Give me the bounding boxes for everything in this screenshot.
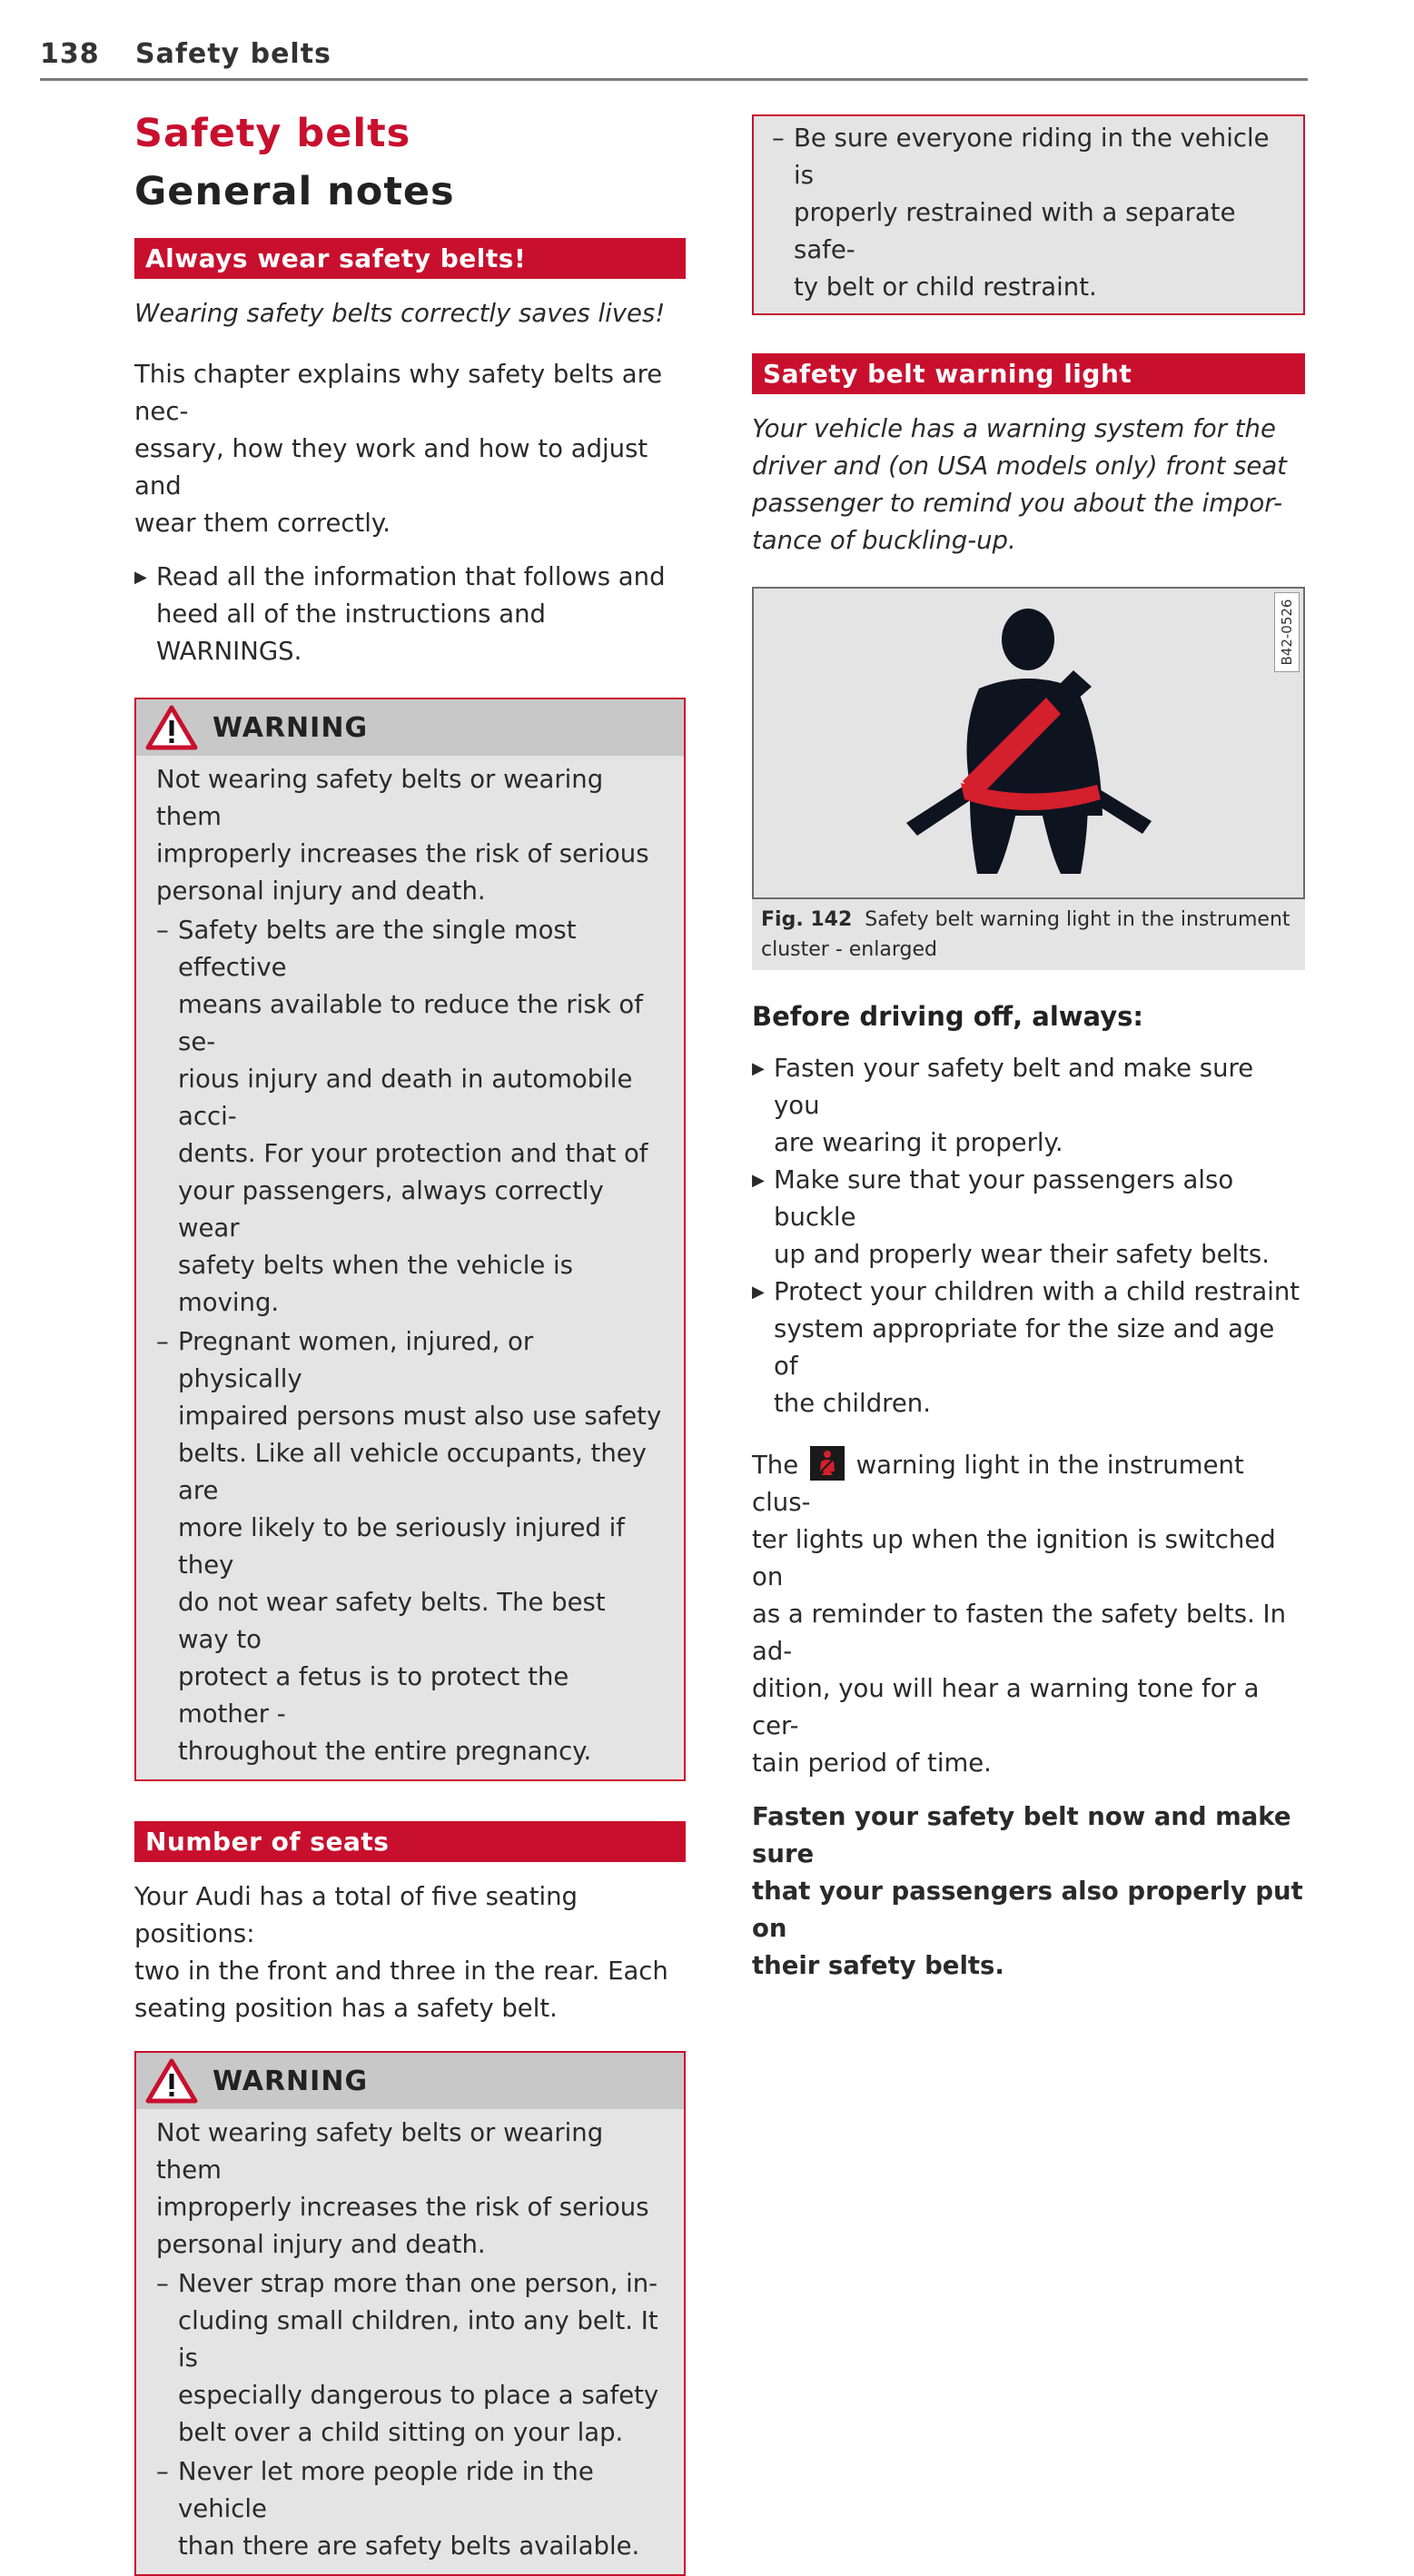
paragraph-line: wear them correctly. [134,509,391,538]
paragraph-line: Your Audi has a total of five seating positions: [134,1882,578,1948]
warning-item-line: more likely to be seriously injured if they [178,1513,625,1580]
figure-caption [752,899,1305,970]
bullet-triangle-icon: ▶ [134,568,147,587]
warning-header [136,699,684,756]
figure-code-label: B42-0526 [1274,592,1300,672]
paragraph-line: tain period of time. [752,1749,992,1778]
seatbelt-warning-light-icon [810,1446,845,1481]
warning-header [136,2053,684,2109]
warning-item-line: Never let more people ride in the vehicle [178,2457,594,2523]
bold-line: their safety belts. [752,1951,1004,1980]
bold-reminder [752,1798,1305,1985]
warning-line: improperly increases the risk of serious [156,2193,649,2222]
warning-title: WARNING [213,2065,369,2097]
list-item: ▶ Fasten your safety belt and make sure you are wearing it properly. [752,1050,1305,1162]
section-bar-warning-light: Safety belt warning light [752,353,1305,394]
warning-box-1 [134,698,686,1781]
running-header [40,33,1308,81]
warning-box-2 [134,2051,686,2576]
chapter-title: Safety belts [134,111,411,156]
bullet-line: heed all of the instructions and WARNINGS. [156,599,546,666]
warning-item-line: especially dangerous to place a safety [178,2381,659,2410]
instruction-bullet [134,559,686,670]
warning-item-line: Safety belts are the single most effective [178,916,577,982]
paragraph-line: as a reminder to fasten the safety belts. In ad- [752,1600,1287,1666]
paragraph-line: This chapter explains why safety belts are nec- [134,360,663,426]
warning-item-line: Never strap more than one person, in- [178,2269,658,2298]
section-bar-always-wear: Always wear safety belts! [134,238,686,279]
list-item: ▶ Protect your children with a child restraint system appropriate for the size and age of the children. [752,1273,1305,1422]
bold-line: that your passengers also properly put on [752,1877,1303,1943]
bullet-triangle-icon: ▶ [752,1283,765,1302]
warning-item: – Never strap more than one person, in- cluding small children, into any belt. It is especially dangerous to place a safety belt over a child sitting on your lap. [156,2265,664,2452]
warning-item-line: protect a fetus is to protect the mother - [178,1662,569,1729]
warning-line: Not wearing safety belts or wearing them [156,2118,604,2185]
warning-line: personal injury and death. [156,877,486,906]
warning-line: improperly increases the risk of serious [156,839,649,868]
warning-item-line: ty belt or child restraint. [794,272,1097,302]
bullet-triangle-icon: ▶ [752,1171,765,1190]
warning-item-line: belts. Like all vehicle occupants, they are [178,1439,647,1505]
intro-line: driver and (on USA models only) front seat [752,451,1287,481]
section-title: General notes [134,169,455,214]
bold-line: Fasten your safety belt now and make sure [752,1802,1291,1868]
warning-item-line: throughout the entire pregnancy. [178,1737,592,1766]
warning-item-line: than there are safety belts available. [178,2531,640,2561]
intro-line: tance of buckling-up. [752,526,1016,555]
warning-item-line: cluding small children, into any belt. It is [178,2306,658,2373]
seatbelt-warning-icon [754,589,1303,894]
warning-triangle-icon [145,2058,198,2104]
warning-triangle-icon [145,705,198,750]
warning-item-line: means available to reduce the risk of se- [178,990,643,1056]
warning-item-line: impaired persons must also use safety [178,1402,662,1431]
warning-body [136,2109,684,2574]
before-driving-list [752,1050,1305,1422]
paragraph-line: two in the front and three in the rear. Each [134,1957,668,1986]
warning-item-line: your passengers, always correctly wear [178,1176,604,1243]
right-column [752,114,1305,1985]
warning-item-line: Be sure everyone riding in the vehicle is [794,124,1270,190]
paragraph-line: essary, how they work and how to adjust and [134,434,648,500]
intro-line: Your vehicle has a warning system for the [752,414,1276,443]
list-item: ▶ Make sure that your passengers also buckle up and properly wear their safety belts. [752,1162,1305,1273]
running-title: Safety belts [135,38,331,70]
left-column [134,107,686,2576]
before-driving-heading: Before driving off, always: [752,1001,1143,1032]
warning-body [136,756,684,1779]
warning-item-line: safety belts when the vehicle is moving. [178,1251,573,1317]
warning-item-line: do not wear safety belts. The best way to [178,1588,606,1654]
warning-light-paragraph: The warning light in the instrument clus- ter lights up when the ignition is switched on as a reminder to fasten the safety belts. In ad- dition, you will hear a warning tone for a cer- tain period of time. [752,1446,1305,1782]
warning-line: personal injury and death. [156,2230,486,2259]
warning-title: WARNING [213,711,369,744]
section-bar-number-of-seats: Number of seats [134,1821,686,1862]
figure-label: Fig. 142 [761,908,853,931]
bullet-line: Read all the information that follows and [156,562,666,591]
intro-line: passenger to remind you about the impor- [752,489,1283,518]
paragraph-line: seating position has a safety belt. [134,1994,558,2023]
warning-item-line: Pregnant women, injured, or physically [178,1327,534,1393]
warning-light-intro [752,411,1305,560]
bullet-triangle-icon: ▶ [752,1059,765,1078]
warning-item: – Never let more people ride in the vehicle than there are safety belts available. [156,2453,664,2565]
paragraph-line: dition, you will hear a warning tone for a cer- [752,1674,1260,1740]
warning-item-line: belt over a child sitting on your lap. [178,2418,624,2447]
warning-continuation-box: – Be sure everyone riding in the vehicle is properly restrained with a separate safe- ty belt or child restraint. [752,114,1305,315]
intro-paragraph [134,356,686,542]
warning-item: – Safety belts are the single most effective means available to reduce the risk of se- rious injury and death in automobile acci- dents. For your protection and that of your passengers, always correctly wear safety belts when the vehicle is moving. [156,912,664,1322]
warning-line: Not wearing safety belts or wearing them [156,765,604,831]
warning-item-line: dents. For your protection and that of [178,1139,648,1168]
paragraph-line: ter lights up when the ignition is switched on [752,1525,1276,1591]
page-number: 138 [40,38,100,70]
warning-item: – Pregnant women, injured, or physically impaired persons must also use safety belts. Like all vehicle occupants, they are more likely to be seriously injured if they do not wear safety belts. The best way to protect a fetus is to protect the mother - throughout the entire pregnancy. [156,1323,664,1770]
intro-text: Wearing safety belts correctly saves lives! [134,299,666,328]
warning-item-line: properly restrained with a separate safe- [794,198,1236,264]
caption-line: cluster - enlarged [761,938,937,961]
figure-image [752,587,1305,899]
warning-item-line: rious injury and death in automobile acci- [178,1065,633,1131]
caption-line: Safety belt warning light in the instrument [865,908,1290,931]
seats-paragraph [134,1878,686,2027]
